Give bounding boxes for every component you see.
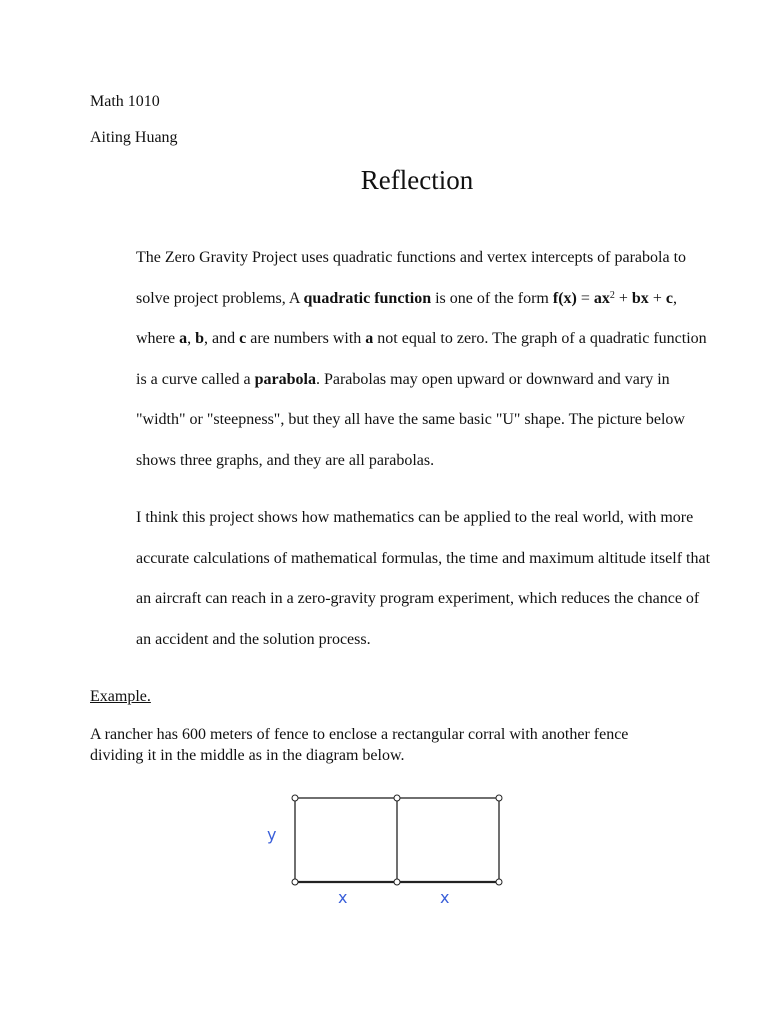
text-run: is one of the form bbox=[431, 289, 553, 307]
formula-c: c bbox=[665, 289, 673, 307]
text-run: , where bbox=[136, 289, 677, 347]
text-run: , and bbox=[204, 330, 240, 347]
corner-point bbox=[292, 795, 298, 801]
term-parabola: parabola bbox=[254, 370, 316, 388]
text-run: The Zero Gravity Project uses quadratic functions and vertex intercepts of parabola to solve project problems, A bbox=[136, 249, 687, 307]
corner-point bbox=[496, 879, 502, 885]
corral-diagram bbox=[255, 785, 515, 915]
variable-b: b bbox=[195, 330, 204, 347]
corner-point bbox=[394, 795, 400, 801]
formula-exponent: 2 bbox=[609, 289, 615, 301]
paragraph-quadratic-definition bbox=[90, 238, 714, 481]
formula-fx: f(x) bbox=[552, 289, 577, 307]
author-name: Aiting Huang bbox=[90, 129, 178, 146]
variable-a-second: a bbox=[365, 330, 374, 347]
text-run: are numbers with bbox=[246, 330, 366, 347]
text-run: , bbox=[187, 330, 196, 347]
term-quadratic-function: quadratic function bbox=[303, 289, 432, 307]
variable-c: c bbox=[239, 330, 247, 347]
formula-ax: ax bbox=[593, 289, 610, 307]
example-text: A rancher has 600 meters of fence to enclose a rectangular corral with another fence dividing it in the middle as in the diagram below. bbox=[90, 726, 629, 764]
formula-bx: bx bbox=[631, 289, 649, 307]
variable-a: a bbox=[179, 330, 188, 347]
corner-point bbox=[394, 879, 400, 885]
page-title: Reflection bbox=[360, 165, 474, 195]
text-run: not equal to zero. The graph of a quadratic function is a curve called a bbox=[136, 330, 707, 388]
paragraph-reflection: I think this project shows how mathematics can be applied to the real world, with more accurate calculations of mathematical formulas, the time and maximum altitude itself that an aircraft can reach in a zero-gravity program experiment, which reduces the chance of an accident and the solution process. bbox=[136, 509, 711, 648]
label-x-right: x bbox=[440, 888, 450, 907]
example-heading: Example. bbox=[90, 688, 151, 705]
label-x-left: x bbox=[338, 888, 348, 907]
text-run: + bbox=[648, 289, 666, 307]
corner-point bbox=[496, 795, 502, 801]
text-run: = bbox=[576, 289, 594, 307]
corner-point bbox=[292, 879, 298, 885]
text-run: . Parabolas may open upward or downward and vary in "width" or "steepness", but they all have the same basic "U" shape. The picture below shows three graphs, and they are all parabolas. bbox=[136, 370, 685, 469]
text-run: + bbox=[614, 289, 632, 307]
course-name: Math 1010 bbox=[90, 93, 160, 110]
label-y: y bbox=[267, 825, 277, 844]
